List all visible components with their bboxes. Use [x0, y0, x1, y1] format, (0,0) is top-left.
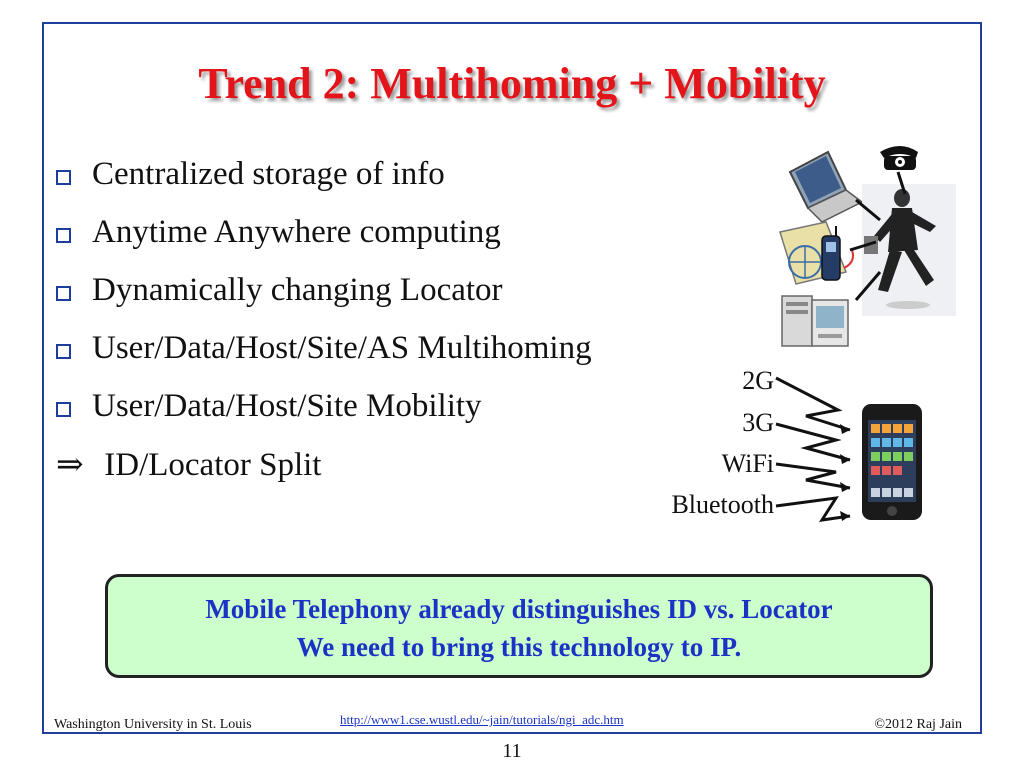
implies-arrow: ⇒: [56, 447, 84, 483]
server-icon: [782, 296, 848, 346]
radio-signal-lines: [776, 378, 850, 520]
implication-text: ID/Locator Split: [104, 447, 322, 483]
callout-line: We need to bring this technology to IP.: [296, 632, 742, 662]
business-man-icon: [862, 184, 956, 316]
footer-institution: Washington University in St. Louis: [54, 717, 252, 732]
bullet-text: Centralized storage of info: [92, 156, 445, 192]
radio-label-wifi: WiFi: [721, 449, 774, 478]
laptop-icon: [790, 152, 862, 222]
callout-box: [105, 574, 933, 678]
radio-label-3g: 3G: [742, 408, 774, 437]
footer-url-link[interactable]: http://www1.cse.wustl.edu/~jain/tutorials/ngi_adc.htm: [340, 712, 624, 727]
smartphone-icon: [862, 404, 922, 520]
radio-label-2g: 2G: [742, 366, 774, 395]
bullet-text: Dynamically changing Locator: [92, 272, 503, 308]
slide-title: Trend 2: Multihoming + Mobility: [198, 59, 826, 108]
radio-label-bluetooth: Bluetooth: [671, 490, 774, 519]
telephone-icon: [880, 146, 918, 170]
footer-copyright: ©2012 Raj Jain: [874, 717, 962, 732]
bullet-text: User/Data/Host/Site/AS Multihoming: [92, 330, 592, 366]
bullet-text: Anytime Anywhere computing: [92, 214, 501, 250]
page-number: 11: [502, 740, 522, 762]
bullet-text: User/Data/Host/Site Mobility: [92, 388, 482, 424]
callout-line: Mobile Telephony already distinguishes ID vs. Locator: [205, 594, 833, 624]
signal-arrowheads: [840, 424, 850, 521]
